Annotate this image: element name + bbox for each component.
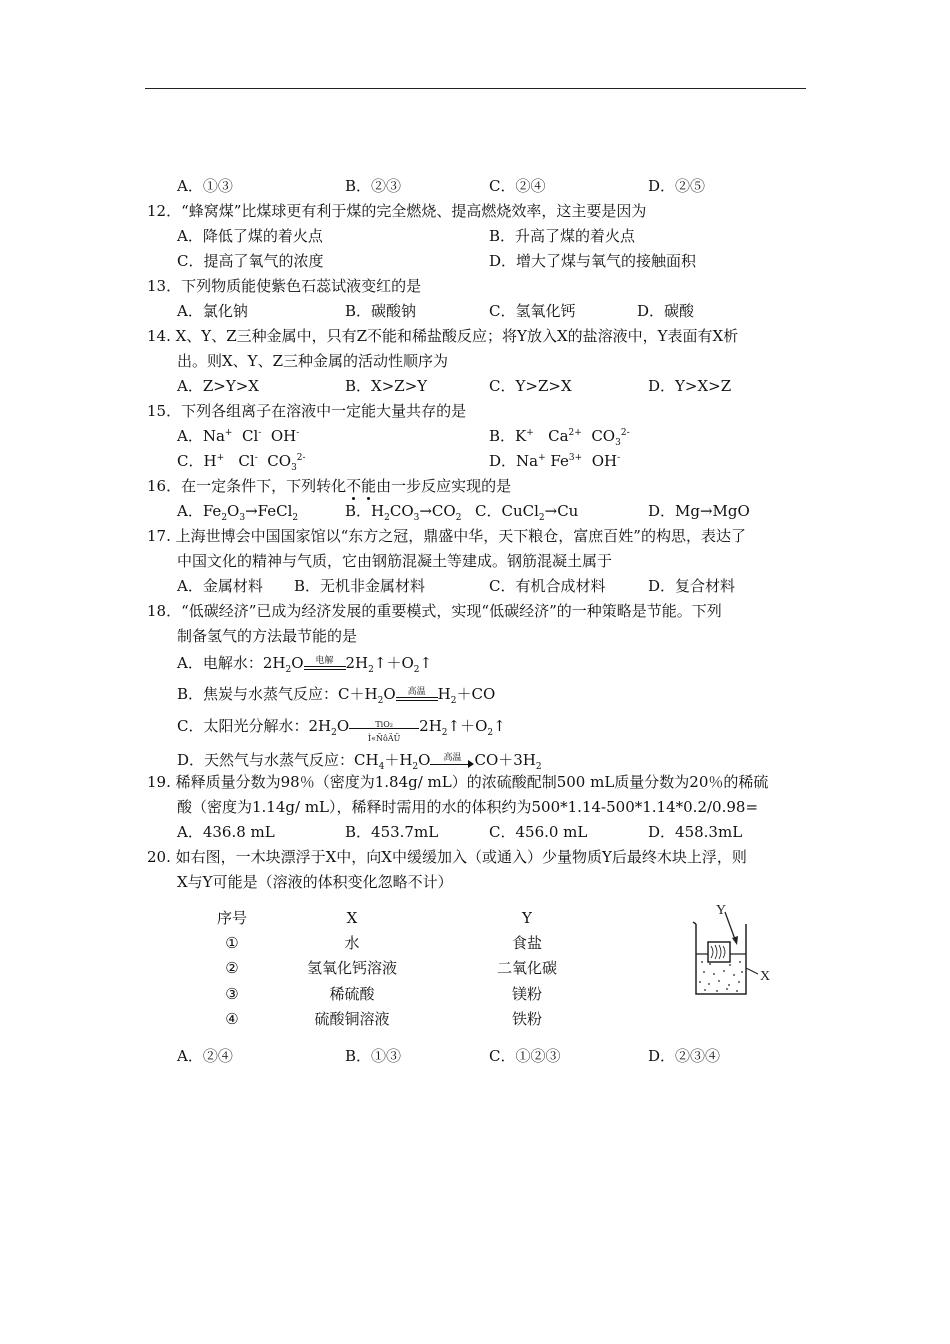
q18-c-condition-bottom: Ì«ÑôÄÜ <box>367 734 401 743</box>
q11-option-b[interactable]: B．②③ <box>345 177 402 195</box>
q18-stem-line1: 18．“低碳经济”已成为经济发展的重要模式，实现“低碳经济”的一种策略是节能。下列 <box>147 602 722 620</box>
q12-option-d[interactable]: D．增大了煤与氧气的接触面积 <box>489 252 697 270</box>
q15-option-b[interactable]: B．K+ $Ca^{2+}$ $CO_3^{2-}$ <box>489 427 630 448</box>
q17-option-a[interactable]: A．金属材料 <box>177 577 263 595</box>
q14-option-d[interactable]: D．Y>X>Z <box>648 377 732 395</box>
q19-option-c[interactable]: C．456.0 mL <box>489 823 588 841</box>
q18-d-label: D．天然气与水蒸气反应： <box>177 751 355 769</box>
q20-option-c[interactable]: C．①②③ <box>489 1047 561 1065</box>
q20-stem-line1: 20. 如右图，一木块漂浮于X中，向X中缓缓加入（或通入）少量物质Y后最终木块上浮，则 <box>147 848 747 866</box>
q18-a-label: A．电解水： <box>177 654 263 672</box>
q16-emph-2: 能 <box>361 477 377 495</box>
table-cell: 氢氧化钙溶液 <box>306 959 398 977</box>
table-header-index: 序号 <box>216 909 248 927</box>
q17-option-c[interactable]: C．有机合成材料 <box>489 577 606 595</box>
q18-option-c[interactable]: C．太阳光分解水：$2H_2O$ TiO₂ Ì«ÑôÄÜ $2H_2↑+O_2↑$ <box>177 716 506 737</box>
table-cell: 二氧化碳 <box>496 959 558 977</box>
q13-stem: 13．下列物质能使紫色石蕊试液变红的是 <box>147 277 422 295</box>
q20-option-a[interactable]: A．②④ <box>177 1047 233 1065</box>
beaker-figure <box>690 898 780 998</box>
q13-option-b[interactable]: B．碳酸钠 <box>345 302 417 320</box>
q16-option-c[interactable]: C．CuCl$_2$→Cu <box>475 502 579 523</box>
q16-emph-1: 不 <box>346 477 362 495</box>
q11-option-d[interactable]: D．②⑤ <box>648 177 706 195</box>
table-cell: ① <box>225 934 239 952</box>
q16-stem <box>147 476 511 496</box>
q14-stem-line2: 出。则X、Y、Z三种金属的活动性顺序为 <box>177 352 449 370</box>
header-rule <box>145 88 806 89</box>
q19-stem-line2: 酸（密度为1.14g/ mL），稀释时需用的水的体积约为500*1.14-500*1.14*0.2/0.98= <box>177 798 759 816</box>
table-cell: 水 <box>344 934 360 952</box>
q16-option-d[interactable]: D．Mg→MgO <box>648 502 750 520</box>
table-cell: 铁粉 <box>511 1010 543 1028</box>
q14-stem-line1: 14. X、Y、Z三种金属中，只有Z不能和稀盐酸反应；将Y放入X的盐溶液中，Y表面有X析 <box>147 327 739 345</box>
q20-option-d[interactable]: D．②③④ <box>648 1047 721 1065</box>
table-cell: ③ <box>225 985 239 1003</box>
q14-option-a[interactable]: A．Z>Y>X <box>177 377 259 395</box>
figure-label-y: Y <box>716 903 727 918</box>
q18-stem-line2: 制备氢气的方法最节能的是 <box>177 627 358 645</box>
table-cell: ② <box>225 959 239 977</box>
q16-option-a[interactable]: A．$Fe_2O_3\to FeCl_2$ <box>177 502 299 523</box>
q16-stem-pre: 16．在一定条件下，下列转化 <box>147 477 347 495</box>
q15-option-c[interactable]: C．H+ Cl- $CO_3^{2-}$ <box>177 452 306 473</box>
q19-option-b[interactable]: B．453.7mL <box>345 823 439 841</box>
table-cell: 稀硫酸 <box>329 985 375 1003</box>
q15-stem: 15．下列各组离子在溶液中一定能大量共存的是 <box>147 402 467 420</box>
q13-option-c[interactable]: C．氢氧化钙 <box>489 302 576 320</box>
reaction-arrow-icon <box>430 754 474 768</box>
q18-a-condition: 电解 <box>315 656 334 666</box>
equals-sign-icon <box>304 657 346 671</box>
q15-option-a[interactable]: A．Na+ Cl- OH- <box>177 427 300 445</box>
table-cell: ④ <box>225 1010 239 1028</box>
q19-stem-line1: 19. 稀释质量分数为98％（密度为1.84g/ mL）的浓硫酸配制500 mL质量分数为20％的稀硫 <box>147 773 769 791</box>
table-cell: 硫酸铜溶液 <box>314 1010 390 1028</box>
equals-sign-icon <box>396 688 438 702</box>
q18-option-d[interactable]: D．天然气与水蒸气反应：$CH_4+H_2O$ 高温 $CO+3H_2$ <box>177 750 542 770</box>
q17-stem-line1: 17. 上海世博会中国国家馆以“东方之冠，鼎盛中华，天下粮仓，富庶百姓”的构思，表达了 <box>147 527 746 545</box>
q18-c-label: C．太阳光分解水： <box>177 717 309 735</box>
q19-option-d[interactable]: D．458.3mL <box>648 823 743 841</box>
figure-label-x: X <box>760 969 771 984</box>
q11-option-a[interactable]: A．①③ <box>177 177 233 195</box>
reaction-arrow-icon <box>349 717 419 743</box>
q18-d-condition: 高温 <box>443 753 462 763</box>
q15-option-d[interactable]: D．Na+ $Fe^{3+}$ OH- <box>489 452 621 470</box>
q16-stem-post: 由一步反应实现的是 <box>376 477 512 495</box>
q17-stem-line2: 中国文化的精神与气质，它由钢筋混凝土等建成。钢筋混凝土属于 <box>177 552 613 570</box>
q18-c-condition-top: TiO₂ <box>375 720 393 729</box>
q18-b-condition: 高温 <box>407 687 426 697</box>
q17-option-b[interactable]: B．无机非金属材料 <box>294 577 426 595</box>
q13-option-a[interactable]: A．氯化钠 <box>177 302 248 320</box>
q18-option-b[interactable]: B．焦炭与水蒸气反应：$C+H_2O$ 高温 $H_2+CO$ <box>177 684 495 704</box>
q19-option-a[interactable]: A．436.8 mL <box>177 823 275 841</box>
table-cell: 镁粉 <box>511 985 543 1003</box>
q12-stem: 12．“蜂窝煤”比煤球更有利于煤的完全燃烧、提高燃烧效率，这主要是因为 <box>147 202 647 220</box>
q14-option-c[interactable]: C．Y>Z>X <box>489 377 572 395</box>
table-header-y: Y <box>522 909 532 927</box>
table-header-x: X <box>346 909 358 927</box>
q20-option-b[interactable]: B．①③ <box>345 1047 402 1065</box>
q18-option-a[interactable]: A．电解水：$2H_2O$ 电解 $2H_2↑+O_2↑$ <box>177 653 432 673</box>
q17-option-d[interactable]: D．复合材料 <box>648 577 736 595</box>
q20-stem-line2: X与Y可能是（溶液的体积变化忽略不计） <box>177 873 453 891</box>
q16-option-b[interactable]: B．$H_2CO_3\to CO_2$ <box>345 502 462 523</box>
q18-b-label: B．焦炭与水蒸气反应： <box>177 685 339 703</box>
q11-option-c[interactable]: C．②④ <box>489 177 546 195</box>
q14-option-b[interactable]: B．X>Z>Y <box>345 377 428 395</box>
q12-option-c[interactable]: C．提高了氧气的浓度 <box>177 252 324 270</box>
q12-option-a[interactable]: A．降低了煤的着火点 <box>177 227 323 245</box>
table-cell: 食盐 <box>511 934 543 952</box>
q13-option-d[interactable]: D．碳酸 <box>637 302 695 320</box>
q12-option-b[interactable]: B．升高了煤的着火点 <box>489 227 636 245</box>
